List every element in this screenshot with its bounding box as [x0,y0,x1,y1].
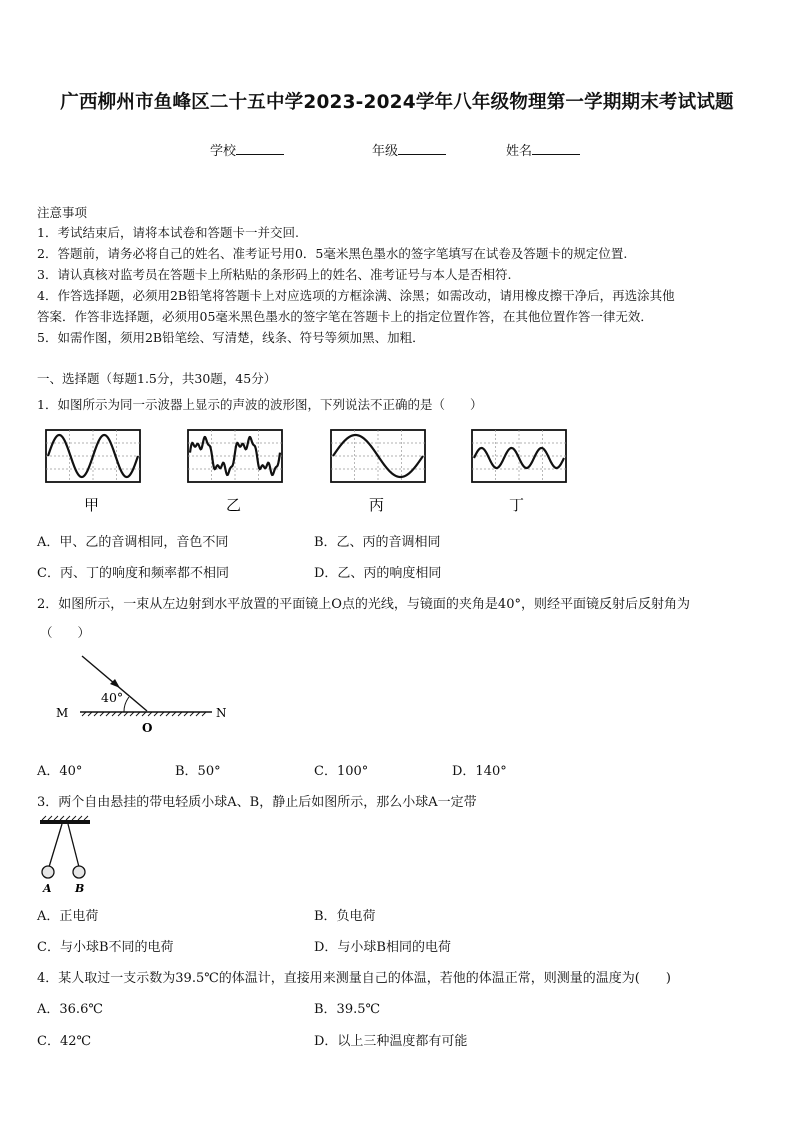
q2-mirror-figure [50,650,240,738]
notice-item: 2．答题前，请务必将自己的姓名、准考证号用0．5毫米黑色墨水的签字笔填写在试卷及答题卡的规定位置. [37,246,628,261]
point-m-label: M [56,706,69,720]
waveform-bing [331,430,425,482]
waveform-ding [472,430,566,482]
q1-option-c[interactable]: C．丙、丁的响度和频率都不相同 [37,566,229,581]
grade-blank [398,141,446,155]
waveform-label-bing: 丙 [369,496,385,514]
ball-a [42,866,54,878]
q3-stem: 3．两个自由悬挂的带电轻质小球A、B，静止后如图所示，那么小球A一定带 [37,795,477,810]
angle-label: 40° [101,690,124,705]
angle-arc [124,697,129,712]
q3-pendulum-figure [36,814,96,898]
q3-option-a[interactable]: A．正电荷 [37,909,99,924]
ball-b-label: B [75,882,85,895]
notice-item: 5．如需作图，须用2B铅笔绘、写清楚，线条、符号等须加黑、加粗． [37,330,425,345]
grade-label: 年级 [372,144,399,159]
notice-item: 4．作答选择题，必须用2B铅笔将答题卡上对应选项的方框涂满、涂黑；如需改动，请用橡皮擦干净后，再选涂其他 [37,288,675,303]
notice-heading: 注意事项 [37,205,88,220]
q1-option-a[interactable]: A．甲、乙的音调相同，音色不同 [37,535,229,550]
support-bar [40,820,90,824]
q3-option-c[interactable]: C．与小球B不同的电荷 [37,940,174,955]
q4-option-b[interactable]: B．39.5℃ [314,1002,381,1017]
name-blank [532,141,580,155]
name-label: 姓名 [506,144,533,159]
school-blank [236,141,284,155]
q1-stem: 1．如图所示为同一示波器上显示的声波的波形图，下列说法不正确的是（ ） [37,397,483,412]
string-b [68,824,79,867]
q3-option-b[interactable]: B．负电荷 [314,909,376,924]
point-o-label: O [142,721,153,735]
q4-option-a[interactable]: A．36.6℃ [37,1002,103,1017]
notice-item: 1．考试结束后，请将本试卷和答题卡一并交回. [37,225,299,240]
waveform-label-jia: 甲 [84,496,100,514]
grade-field[interactable] [372,140,446,159]
waveform-yi [188,430,282,482]
q2-option-c[interactable]: C．100° [314,764,369,779]
q2-option-a[interactable]: A．40° [37,764,83,779]
notice-item: 答案．作答非选择题，必须用05毫米黑色墨水的签字笔在答题卡上的指定位置作答，在其他位置作答一律无效． [37,309,653,324]
name-field[interactable] [506,140,580,159]
q1-option-b[interactable]: B．乙、丙的音调相同 [314,535,441,550]
q1-option-d[interactable]: D．乙、丙的响度相同 [314,566,442,581]
q2-option-b[interactable]: B．50° [175,764,221,779]
waveform-label-yi: 乙 [226,496,242,514]
q1-waveform-figure [44,428,574,518]
notice-item: 3．请认真核对监考员在答题卡上所粘贴的条形码上的姓名、准考证号与本人是否相符. [37,267,512,282]
q4-option-c[interactable]: C．42℃ [37,1034,92,1049]
string-a [49,824,62,867]
q2-option-d[interactable]: D．140° [452,764,507,779]
q4-option-d[interactable]: D．以上三种温度都有可能 [314,1034,468,1049]
support-hatching [42,816,88,820]
point-n-label: N [216,706,227,720]
q4-stem: 4．某人取过一支示数为39.5℃的体温计，直接用来测量自己的体温，若他的体温正常，则测量的温度为( ) [37,971,671,986]
waveform-jia [46,430,140,482]
page-title: 广西柳州市鱼峰区二十五中学2023-2024学年八年级物理第一学期期末考试试题 [60,92,734,113]
school-field[interactable] [210,140,284,159]
school-label: 学校 [210,144,237,159]
ball-a-label: A [43,882,52,895]
section-heading: 一、选择题（每题1.5分，共30题，45分） [37,371,277,386]
ball-b [73,866,85,878]
q3-option-d[interactable]: D．与小球B相同的电荷 [314,940,451,955]
q2-stem-cont: （ ） [40,625,91,640]
waveform-label-ding: 丁 [509,496,525,514]
q2-stem: 2．如图所示，一束从左边射到水平放置的平面镜上O点的光线，与镜面的夹角是40°，则经平面镜反射后反射角为 [37,597,690,612]
